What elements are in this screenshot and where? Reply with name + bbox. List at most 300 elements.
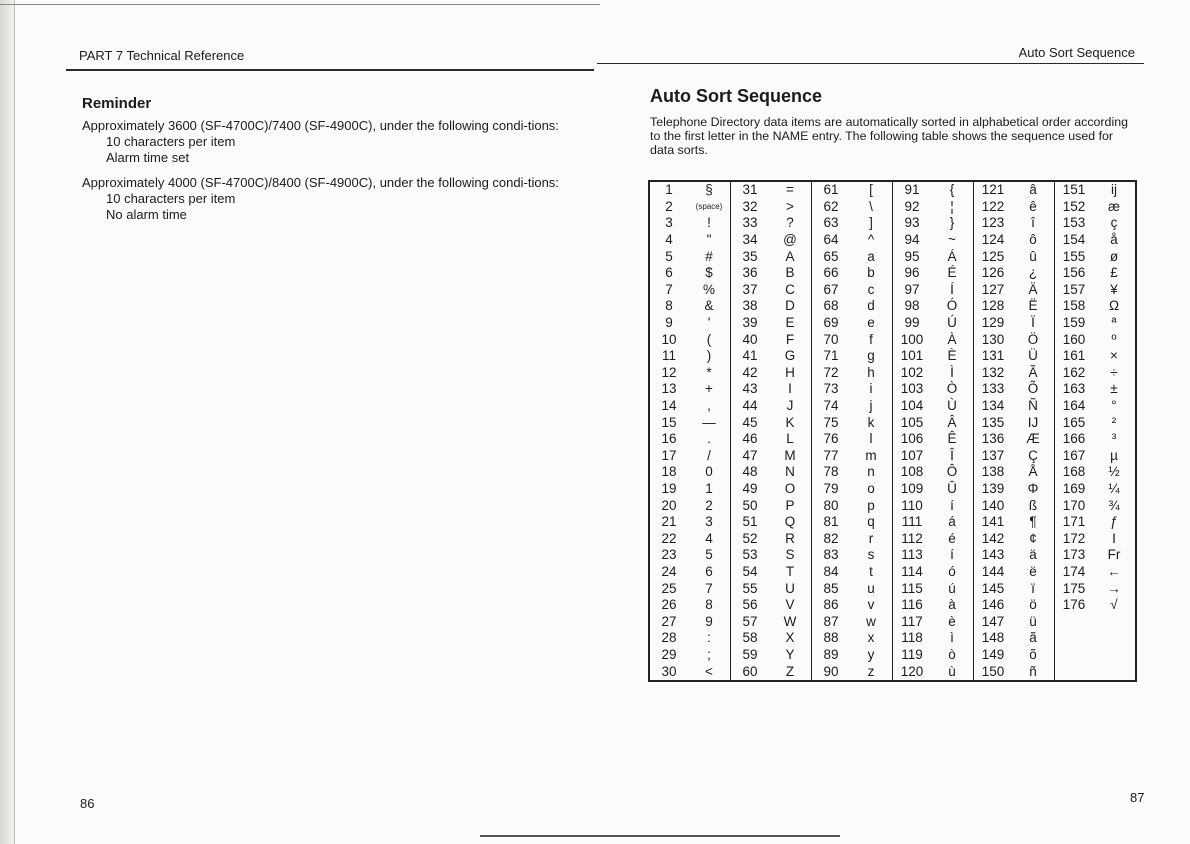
reminder-section bbox=[82, 96, 582, 223]
sequence-number: 157 bbox=[1055, 282, 1094, 299]
sequence-number: 101 bbox=[893, 348, 932, 365]
table-row bbox=[649, 398, 1136, 415]
sequence-character: Ú bbox=[947, 315, 957, 331]
sequence-number: 106 bbox=[893, 431, 932, 448]
table-row bbox=[649, 514, 1136, 531]
sequence-number: 145 bbox=[974, 580, 1013, 597]
sequence-number: 108 bbox=[893, 464, 932, 481]
table-row bbox=[649, 448, 1136, 465]
header-rule bbox=[66, 69, 594, 71]
sequence-number: 134 bbox=[974, 398, 1013, 415]
sequence-number: 170 bbox=[1055, 497, 1094, 514]
sequence-character: G bbox=[784, 348, 796, 364]
sequence-number: 28 bbox=[661, 630, 677, 646]
sequence-number: 40 bbox=[731, 331, 770, 348]
sequence-number: 44 bbox=[731, 398, 770, 415]
sequence-number: 112 bbox=[893, 530, 932, 547]
sequence-number: 104 bbox=[893, 398, 932, 415]
sequence-number: 10 bbox=[661, 331, 677, 347]
sequence-number: 64 bbox=[812, 232, 851, 249]
sequence-character: " bbox=[706, 232, 712, 248]
sequence-number: 35 bbox=[731, 248, 770, 265]
sequence-character: O bbox=[784, 480, 796, 496]
sequence-character: L bbox=[786, 431, 794, 447]
sequence-character: ¥ bbox=[1110, 281, 1118, 297]
sequence-character: ë bbox=[1029, 563, 1037, 579]
sequence-character: D bbox=[785, 298, 795, 314]
table-row bbox=[649, 647, 1136, 664]
sequence-character: — bbox=[702, 414, 716, 430]
sequence-number: 150 bbox=[974, 663, 1013, 681]
sequence-character: â bbox=[1029, 182, 1037, 198]
sequence-character: ß bbox=[1028, 497, 1038, 513]
sequence-number: 130 bbox=[974, 331, 1013, 348]
sequence-character: ñ bbox=[1029, 663, 1037, 679]
table-row bbox=[649, 663, 1136, 681]
sequence-number: 66 bbox=[812, 265, 851, 282]
sequence-number bbox=[1055, 663, 1094, 681]
sequence-character: m bbox=[865, 447, 877, 463]
reminder-item: 10 characters per item bbox=[106, 134, 236, 149]
sequence-character: å bbox=[1110, 232, 1118, 248]
sequence-number: 176 bbox=[1055, 597, 1094, 614]
reminder-title: Reminder bbox=[82, 95, 152, 112]
table-row bbox=[649, 365, 1136, 382]
sequence-character: IJ bbox=[1027, 414, 1039, 430]
sequence-character: I bbox=[788, 381, 792, 397]
sequence-character: V bbox=[785, 597, 795, 613]
header-rule bbox=[597, 63, 1144, 64]
sequence-number: 39 bbox=[731, 315, 770, 332]
sequence-number: 69 bbox=[812, 315, 851, 332]
table-row bbox=[649, 315, 1136, 332]
sequence-character: 0 bbox=[705, 464, 713, 480]
sequence-number: 30 bbox=[661, 663, 677, 679]
sequence-number: 18 bbox=[661, 464, 677, 480]
sequence-number: 54 bbox=[731, 564, 770, 581]
sequence-number: 152 bbox=[1055, 199, 1094, 216]
table-row bbox=[649, 199, 1136, 216]
sequence-character: ¦ bbox=[950, 198, 954, 214]
sequence-number: 16 bbox=[661, 431, 677, 447]
sequence-number: 20 bbox=[661, 497, 677, 513]
sequence-number: 92 bbox=[893, 199, 932, 216]
sequence-number: 9 bbox=[665, 315, 673, 331]
sequence-character: Φ bbox=[1027, 480, 1039, 496]
sequence-character: È bbox=[947, 348, 957, 364]
sequence-character: Ï bbox=[1031, 315, 1035, 331]
sequence-number: 13 bbox=[661, 381, 677, 397]
sequence-character: Ê bbox=[947, 431, 957, 447]
sequence-character: n bbox=[867, 464, 875, 480]
table-row bbox=[649, 331, 1136, 348]
sequence-number: 2 bbox=[665, 198, 673, 214]
scan-edge-line bbox=[480, 835, 840, 837]
sequence-character: ' bbox=[707, 315, 711, 331]
sequence-character: ô bbox=[1029, 232, 1037, 248]
sequence-number: 21 bbox=[661, 514, 677, 530]
sequence-character: ÷ bbox=[1110, 364, 1118, 380]
sequence-character: ¶ bbox=[1029, 514, 1037, 530]
sequence-character: 1 bbox=[705, 480, 713, 496]
sequence-character: t bbox=[869, 563, 873, 579]
sequence-character: (space) bbox=[695, 201, 723, 211]
sequence-number: 136 bbox=[974, 431, 1013, 448]
sequence-number: 82 bbox=[812, 530, 851, 547]
table-row bbox=[649, 232, 1136, 249]
sequence-number: 175 bbox=[1055, 580, 1094, 597]
sequence-number: 155 bbox=[1055, 248, 1094, 265]
sequence-character: Á bbox=[947, 248, 957, 264]
sequence-number: 147 bbox=[974, 613, 1013, 630]
sequence-number: 103 bbox=[893, 381, 932, 398]
sequence-character: § bbox=[705, 182, 713, 198]
sequence-number: 113 bbox=[893, 547, 932, 564]
sequence-number: 173 bbox=[1055, 547, 1094, 564]
sequence-character: $ bbox=[705, 265, 713, 281]
sequence-character: µ bbox=[1110, 447, 1118, 463]
sequence-character: ø bbox=[1109, 248, 1119, 264]
sequence-number: 79 bbox=[812, 481, 851, 498]
sequence-number: 36 bbox=[731, 265, 770, 282]
sequence-number: 96 bbox=[893, 265, 932, 282]
sequence-number: 115 bbox=[893, 580, 932, 597]
sequence-number: 22 bbox=[661, 530, 677, 546]
sequence-number: 89 bbox=[812, 647, 851, 664]
sequence-character: Õ bbox=[1027, 381, 1039, 397]
sequence-character: Ô bbox=[946, 464, 958, 480]
sequence-number: 53 bbox=[731, 547, 770, 564]
sequence-number: 166 bbox=[1055, 431, 1094, 448]
sequence-character: ä bbox=[1029, 547, 1037, 563]
sequence-number: 23 bbox=[661, 547, 677, 563]
sequence-number: 117 bbox=[893, 613, 932, 630]
sequence-number: 137 bbox=[974, 448, 1013, 465]
sequence-number: 59 bbox=[731, 647, 770, 664]
sequence-number: 128 bbox=[974, 298, 1013, 315]
sequence-character: e bbox=[867, 315, 875, 331]
sequence-number: 151 bbox=[1055, 181, 1094, 199]
sequence-character: Í bbox=[950, 281, 954, 297]
sequence-character: ^ bbox=[867, 232, 875, 248]
sequence-number: 109 bbox=[893, 481, 932, 498]
sequence-character: ~ bbox=[948, 232, 956, 248]
sequence-number: 27 bbox=[661, 613, 677, 629]
sequence-number: 41 bbox=[731, 348, 770, 365]
sequence-character: P bbox=[785, 497, 795, 513]
sequence-number: 50 bbox=[731, 497, 770, 514]
sequence-character: U bbox=[785, 580, 795, 596]
sequence-character: 7 bbox=[705, 580, 713, 596]
sequence-character: á bbox=[948, 514, 956, 530]
sequence-number: 156 bbox=[1055, 265, 1094, 282]
book-binding bbox=[0, 0, 15, 844]
sequence-number: 46 bbox=[731, 431, 770, 448]
table-row bbox=[649, 414, 1136, 431]
sequence-character: u bbox=[867, 580, 875, 596]
sequence-character: Ñ bbox=[1028, 398, 1038, 414]
sequence-character: ¢ bbox=[1029, 530, 1037, 546]
sequence-number: 116 bbox=[893, 597, 932, 614]
sequence-number: 31 bbox=[731, 181, 770, 199]
sequence-number: 5 bbox=[665, 248, 673, 264]
sequence-character bbox=[1093, 630, 1136, 647]
sequence-number: 4 bbox=[665, 232, 673, 248]
sequence-character: £ bbox=[1110, 265, 1118, 281]
sequence-number: 114 bbox=[893, 564, 932, 581]
sequence-number: 129 bbox=[974, 315, 1013, 332]
sequence-character: → bbox=[1107, 580, 1121, 596]
sequence-character: I bbox=[1112, 530, 1116, 546]
sequence-number: 58 bbox=[731, 630, 770, 647]
sequence-character: : bbox=[707, 630, 711, 646]
sequence-character: o bbox=[867, 480, 875, 496]
sequence-number: 98 bbox=[893, 298, 932, 315]
sequence-character: y bbox=[867, 646, 875, 662]
sequence-character: ç bbox=[1110, 215, 1118, 231]
sequence-number: 90 bbox=[812, 663, 851, 681]
sequence-number: 167 bbox=[1055, 448, 1094, 465]
sequence-number: 127 bbox=[974, 282, 1013, 299]
sequence-number: 62 bbox=[812, 199, 851, 216]
sequence-number: 164 bbox=[1055, 398, 1094, 415]
sequence-character: í bbox=[950, 497, 954, 513]
sequence-number: 32 bbox=[731, 199, 770, 216]
sequence-character: = bbox=[786, 182, 794, 198]
sequence-character: 6 bbox=[705, 563, 713, 579]
sequence-number: 168 bbox=[1055, 464, 1094, 481]
sequence-character: > bbox=[786, 198, 794, 214]
sequence-number: 49 bbox=[731, 481, 770, 498]
sequence-number: 153 bbox=[1055, 215, 1094, 232]
sequence-character: \ bbox=[869, 198, 873, 214]
sequence-character: b bbox=[867, 265, 875, 281]
sequence-number: 142 bbox=[974, 530, 1013, 547]
sequence-number: 42 bbox=[731, 365, 770, 382]
sequence-character: Fr bbox=[1107, 547, 1121, 563]
table-row bbox=[649, 530, 1136, 547]
sequence-character: û bbox=[1029, 248, 1037, 264]
sequence-number: 122 bbox=[974, 199, 1013, 216]
sequence-number: 65 bbox=[812, 248, 851, 265]
sequence-character: Ç bbox=[1028, 447, 1038, 463]
sequence-character: ³ bbox=[1111, 431, 1117, 447]
sequence-number: 174 bbox=[1055, 564, 1094, 581]
sequence-character: ö bbox=[1029, 597, 1037, 613]
sequence-character: ú bbox=[948, 580, 956, 596]
sequence-character: ° bbox=[1111, 398, 1117, 414]
sequence-number: 25 bbox=[661, 580, 677, 596]
table-row bbox=[649, 497, 1136, 514]
sequence-character bbox=[1093, 647, 1136, 664]
sequence-character: Ã bbox=[1028, 364, 1038, 380]
sequence-number: 74 bbox=[812, 398, 851, 415]
intro-text: Telephone Directory data items are automatically sorted in alphabetical order according to the first letter in the NAME entry. The following table shows the sequence used for data sorts. bbox=[650, 115, 1128, 157]
table-row bbox=[649, 265, 1136, 282]
sequence-character: ò bbox=[948, 646, 956, 662]
table-row bbox=[649, 298, 1136, 315]
sequence-number: 93 bbox=[893, 215, 932, 232]
sequence-character: ì bbox=[950, 630, 954, 646]
sequence-character: í bbox=[950, 547, 954, 563]
sequence-number: 171 bbox=[1055, 514, 1094, 531]
sequence-character: R bbox=[785, 530, 795, 546]
sequence-character: w bbox=[866, 613, 876, 629]
sequence-number: 43 bbox=[731, 381, 770, 398]
sequence-number: 14 bbox=[661, 398, 677, 414]
sequence-number: 138 bbox=[974, 464, 1013, 481]
sequence-number: 45 bbox=[731, 414, 770, 431]
sequence-number: 160 bbox=[1055, 331, 1094, 348]
sort-sequence-table bbox=[648, 180, 1137, 682]
sequence-number: 135 bbox=[974, 414, 1013, 431]
table-row bbox=[649, 248, 1136, 265]
sequence-number bbox=[1055, 647, 1094, 664]
sequence-number: 55 bbox=[731, 580, 770, 597]
sequence-number: 107 bbox=[893, 448, 932, 465]
sequence-character: à bbox=[948, 597, 956, 613]
sequence-number: 141 bbox=[974, 514, 1013, 531]
sequence-character: C bbox=[785, 281, 795, 297]
sequence-character: À bbox=[947, 331, 957, 347]
sequence-number: 149 bbox=[974, 647, 1013, 664]
sequence-character: % bbox=[702, 281, 715, 297]
sequence-number: 161 bbox=[1055, 348, 1094, 365]
sequence-number: 57 bbox=[731, 613, 770, 630]
table-row bbox=[649, 564, 1136, 581]
sequence-character: q bbox=[867, 514, 875, 530]
sequence-character: Ë bbox=[1028, 298, 1038, 314]
sequence-number: 88 bbox=[812, 630, 851, 647]
sequence-number: 68 bbox=[812, 298, 851, 315]
sequence-character: é bbox=[948, 530, 956, 546]
sequence-number: 12 bbox=[661, 364, 677, 380]
sequence-character: j bbox=[869, 398, 873, 414]
sequence-character: + bbox=[705, 381, 713, 397]
sequence-character: ij bbox=[1111, 182, 1117, 198]
sequence-number: 154 bbox=[1055, 232, 1094, 249]
sequence-character: X bbox=[785, 630, 795, 646]
sequence-character: è bbox=[948, 613, 956, 629]
table-row bbox=[649, 580, 1136, 597]
sequence-character: & bbox=[704, 298, 714, 314]
sequence-number: 80 bbox=[812, 497, 851, 514]
reminder-item: 10 characters per item bbox=[106, 191, 236, 206]
sequence-number: 162 bbox=[1055, 365, 1094, 382]
sequence-number: 87 bbox=[812, 613, 851, 630]
sequence-character: 4 bbox=[705, 530, 713, 546]
table-row bbox=[649, 348, 1136, 365]
sequence-character: ± bbox=[1110, 381, 1118, 397]
page-number-left: 86 bbox=[80, 796, 95, 811]
table-row bbox=[649, 381, 1136, 398]
sequence-character: * bbox=[706, 364, 712, 380]
sequence-character: Ö bbox=[1027, 331, 1039, 347]
scan-edge-line bbox=[0, 4, 600, 5]
sequence-character: 5 bbox=[705, 547, 713, 563]
sequence-number: 24 bbox=[661, 563, 677, 579]
sequence-number: 123 bbox=[974, 215, 1013, 232]
sequence-number: 144 bbox=[974, 564, 1013, 581]
sequence-number: 119 bbox=[893, 647, 932, 664]
sequence-character: õ bbox=[1029, 646, 1037, 662]
sequence-character: . bbox=[707, 431, 711, 447]
sequence-number: 84 bbox=[812, 564, 851, 581]
sequence-character: 3 bbox=[705, 514, 713, 530]
sequence-character: ª bbox=[1111, 315, 1117, 331]
sequence-number: 8 bbox=[665, 298, 673, 314]
sequence-number: 169 bbox=[1055, 481, 1094, 498]
sequence-number: 6 bbox=[665, 265, 673, 281]
sequence-number: 118 bbox=[893, 630, 932, 647]
sequence-character: x bbox=[867, 630, 875, 646]
sequence-character: f bbox=[869, 331, 873, 347]
sequence-character: ï bbox=[1031, 580, 1035, 596]
sequence-number: 131 bbox=[974, 348, 1013, 365]
sequence-character: ( bbox=[706, 331, 712, 347]
sequence-character: # bbox=[705, 248, 713, 264]
sequence-number: 163 bbox=[1055, 381, 1094, 398]
sequence-character: Ü bbox=[1028, 348, 1038, 364]
sequence-number: 70 bbox=[812, 331, 851, 348]
sequence-number: 124 bbox=[974, 232, 1013, 249]
sequence-number: 99 bbox=[893, 315, 932, 332]
reminder-item: No alarm time bbox=[106, 207, 187, 222]
sequence-character: Ò bbox=[946, 381, 958, 397]
sequence-character: v bbox=[867, 597, 875, 613]
sequence-character: T bbox=[785, 563, 795, 579]
page-number-right: 87 bbox=[1130, 790, 1145, 805]
sequence-character: ? bbox=[786, 215, 794, 231]
sequence-number: 158 bbox=[1055, 298, 1094, 315]
sequence-character: ← bbox=[1107, 563, 1121, 579]
sequence-number: 81 bbox=[812, 514, 851, 531]
sequence-character: Ä bbox=[1028, 281, 1038, 297]
sequence-number: 33 bbox=[731, 215, 770, 232]
sequence-character: } bbox=[949, 215, 955, 231]
sequence-number: 37 bbox=[731, 282, 770, 299]
sequence-character: ã bbox=[1029, 630, 1037, 646]
sequence-number: 94 bbox=[893, 232, 932, 249]
page-title: Auto Sort Sequence bbox=[650, 86, 823, 106]
table-row bbox=[649, 282, 1136, 299]
sequence-character: ; bbox=[707, 646, 711, 662]
sequence-character: Z bbox=[785, 663, 795, 679]
sequence-number: 61 bbox=[812, 181, 851, 199]
sequence-number: 71 bbox=[812, 348, 851, 365]
sequence-character: ƒ bbox=[1110, 514, 1118, 530]
sequence-character: Î bbox=[950, 447, 954, 463]
sequence-character: l bbox=[869, 431, 873, 447]
sequence-number: 110 bbox=[893, 497, 932, 514]
sequence-character: Ù bbox=[947, 398, 957, 414]
sequence-number: 100 bbox=[893, 331, 932, 348]
sequence-character: Ω bbox=[1108, 298, 1120, 314]
sequence-number: 7 bbox=[665, 281, 673, 297]
sequence-character: E bbox=[785, 315, 795, 331]
table-row bbox=[649, 464, 1136, 481]
sequence-number: 34 bbox=[731, 232, 770, 249]
sequence-character: A bbox=[785, 248, 795, 264]
sequence-character: × bbox=[1110, 348, 1118, 364]
auto-sort-section bbox=[650, 86, 1140, 157]
sequence-character: H bbox=[785, 364, 795, 380]
sequence-number: 51 bbox=[731, 514, 770, 531]
table-row bbox=[649, 215, 1136, 232]
sequence-character: ½ bbox=[1108, 464, 1120, 480]
sequence-number: 148 bbox=[974, 630, 1013, 647]
sequence-character: { bbox=[949, 182, 955, 198]
